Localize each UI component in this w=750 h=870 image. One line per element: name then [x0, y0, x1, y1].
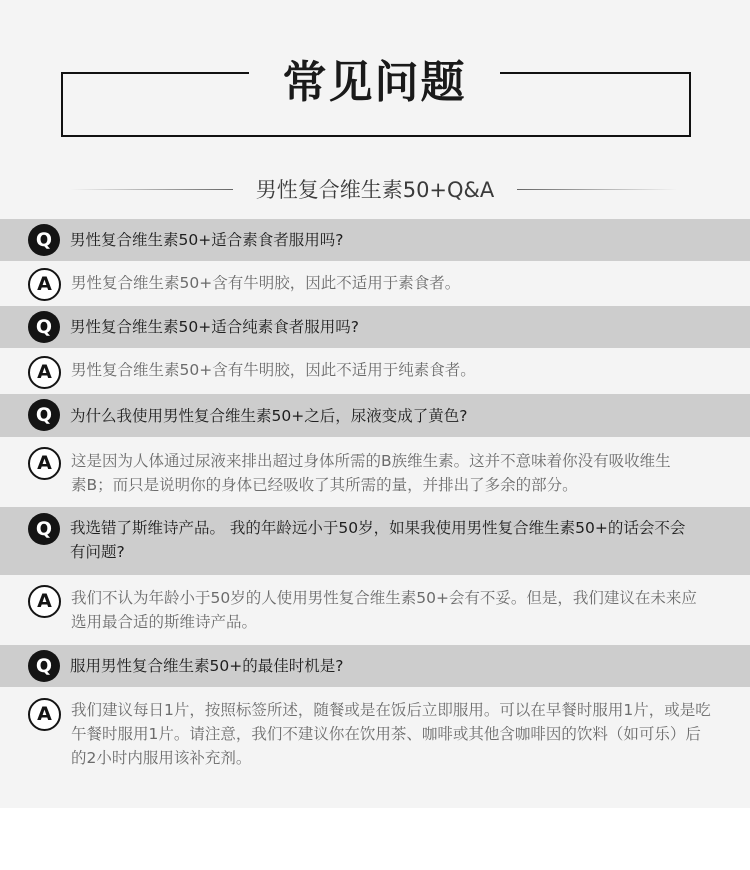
answer-badge-icon: A [28, 585, 61, 618]
page-title: 常见问题 [282, 57, 467, 108]
answer-row [0, 348, 750, 394]
answer-text: 男性复合维生素50+含有牛明胶，因此不适用于素食者。 [71, 274, 461, 292]
answer-text: 这是因为人体通过尿液来排出超过身体所需的B族维生素。这并不意味着你没有吸收维生素B；而只是说明你的身体已经吸收了其所需的量，并排出了多余的部分。 [71, 452, 671, 494]
answer-badge-icon: A [28, 268, 61, 301]
answer-row [0, 261, 750, 306]
header-line-left [61, 72, 249, 74]
question-row [0, 394, 750, 437]
answer-text: 男性复合维生素50+含有牛明胶，因此不适用于纯素食者。 [71, 361, 476, 379]
question-badge-icon: Q [28, 399, 60, 431]
subtitle-divider-left [70, 189, 233, 190]
answer-text: 我们建议每日1片，按照标签所述，随餐或是在饭后立即服用。可以在早餐时服用1片，或是吃午餐时服用1片。请注意，我们不建议你在饮用茶、咖啡或其他含咖啡因的饮料（如可乐）后的2小时内服用该补充剂。 [71, 701, 711, 767]
answer-badge-icon: A [28, 698, 61, 731]
header-line-right [500, 72, 689, 74]
question-text: 男性复合维生素50+适合纯素食者服用吗? [70, 318, 359, 336]
answer-badge-icon: A [28, 356, 61, 389]
question-badge-icon: Q [28, 311, 60, 343]
question-row [0, 306, 750, 348]
answer-text: 我们不认为年龄小于50岁的人使用男性复合维生素50+会有不妥。但是，我们建议在未来应选用最合适的斯维诗产品。 [71, 589, 697, 631]
subtitle-divider-right [517, 189, 677, 190]
page-subtitle: 男性复合维生素50+Q&A [255, 178, 495, 202]
question-row [0, 507, 750, 575]
question-text: 服用男性复合维生素50+的最佳时机是? [70, 657, 344, 675]
question-badge-icon: Q [28, 224, 60, 256]
question-badge-icon: Q [28, 513, 60, 545]
answer-row [0, 687, 750, 787]
answer-row [0, 437, 750, 507]
question-badge-icon: Q [28, 650, 60, 682]
question-text: 男性复合维生素50+适合素食者服用吗? [70, 231, 344, 249]
question-text: 我选错了斯维诗产品。 我的年龄远小于50岁，如果我使用男性复合维生素50+的话会不会有问题? [70, 519, 686, 561]
answer-row [0, 575, 750, 645]
question-text: 为什么我使用男性复合维生素50+之后，尿液变成了黄色? [70, 407, 468, 425]
question-row [0, 645, 750, 687]
question-row [0, 219, 750, 261]
answer-badge-icon: A [28, 447, 61, 480]
